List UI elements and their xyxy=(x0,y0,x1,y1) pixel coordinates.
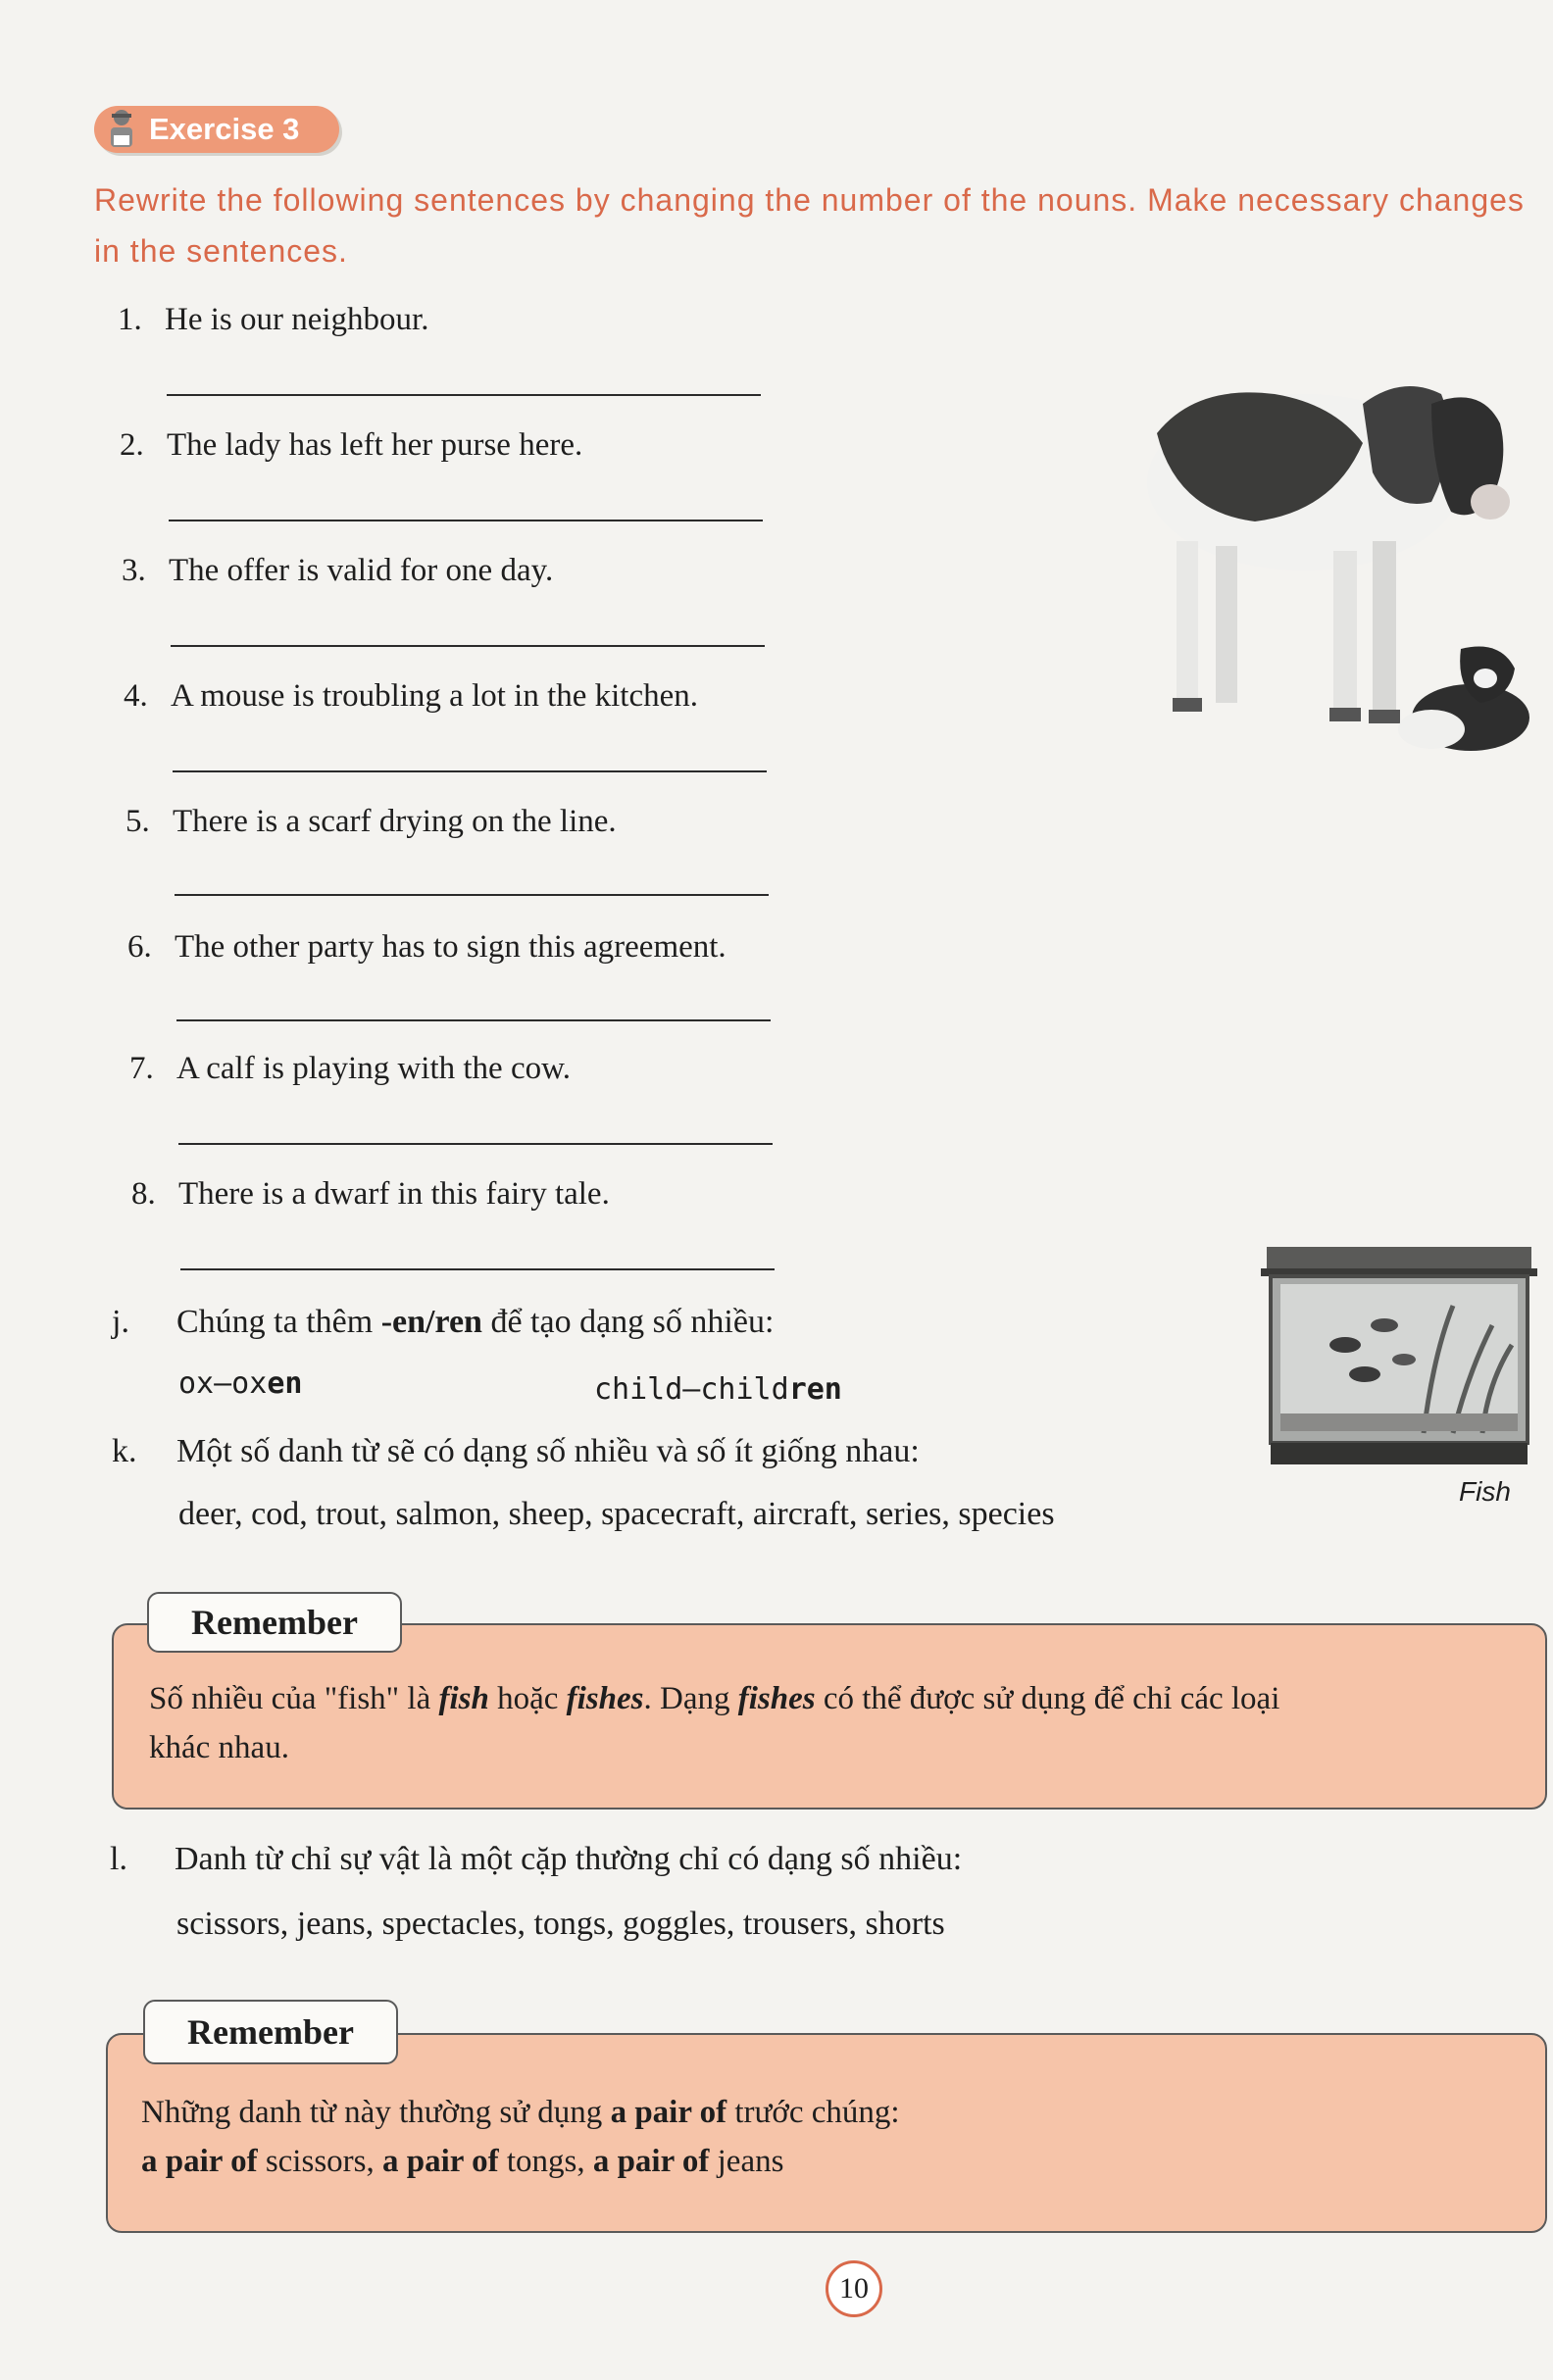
question: 8. There is a dwarf in this fairy tale. xyxy=(131,1176,610,1212)
example-ox: ox–oxen xyxy=(178,1366,303,1401)
cow-and-calf-illustration xyxy=(1137,365,1529,776)
answer-line[interactable] xyxy=(176,1019,771,1021)
student-icon xyxy=(102,108,141,151)
section-l-examples: scissors, jeans, spectacles, tongs, goggles, trousers, shorts xyxy=(176,1906,945,1942)
instruction-text: Rewrite the following sentences by changing the number of the nouns. Make necessary changes in the sentences. xyxy=(94,182,1525,269)
answer-line[interactable] xyxy=(171,645,765,647)
answer-line[interactable] xyxy=(173,770,767,772)
question: 3. The offer is valid for one day. xyxy=(122,553,554,588)
section-j-text: Chúng ta thêm -en/ren để tạo dạng số nhiều: xyxy=(176,1304,775,1340)
question: 4. A mouse is troubling a lot in the kitchen. xyxy=(124,678,699,714)
answer-line[interactable] xyxy=(169,520,763,521)
answer-line[interactable] xyxy=(180,1268,775,1270)
remember-text: Số nhiều của "fish" là fish hoặc fishes. Dạng fishes có thể được sử dụng để chỉ các loại khác nhau. xyxy=(149,1681,1280,1765)
answer-line[interactable] xyxy=(175,894,769,896)
section-letter: k. xyxy=(112,1433,137,1469)
remember-title: Remember xyxy=(143,2000,398,2064)
question: 1. He is our neighbour. xyxy=(118,302,429,337)
question: 5. There is a scarf drying on the line. xyxy=(125,804,617,839)
question: 6. The other party has to sign this agreement. xyxy=(127,929,726,965)
question: 2. The lady has left her purse here. xyxy=(120,427,583,463)
fish-caption: Fish xyxy=(1459,1476,1511,1507)
section-letter: j. xyxy=(112,1304,129,1340)
section-l-text: Danh từ chỉ sự vật là một cặp thường chỉ có dạng số nhiều: xyxy=(175,1841,963,1877)
question: 7. A calf is playing with the cow. xyxy=(129,1051,572,1086)
exercise-badge xyxy=(94,106,339,153)
section-k-examples: deer, cod, trout, salmon, sheep, spacecraft, aircraft, series, species xyxy=(178,1496,1055,1532)
example-child: child–children xyxy=(594,1372,842,1407)
section-k xyxy=(112,1433,1092,1476)
remember-title: Remember xyxy=(147,1592,402,1653)
answer-line[interactable] xyxy=(167,394,761,396)
section-letter: l. xyxy=(110,1841,127,1877)
section-k-text: Một số danh từ sẽ có dạng số nhiều và số ít giống nhau: xyxy=(176,1433,920,1469)
exercise-label: Exercise 3 xyxy=(149,112,300,146)
section-j xyxy=(112,1304,896,1347)
remember-text: Những danh từ này thường sử dụng a pair of trước chúng: a pair of scissors, a pair of tongs, a pair of jeans xyxy=(141,2095,900,2179)
section-l xyxy=(110,1841,1188,1884)
fish-tank-illustration xyxy=(1257,1237,1541,1472)
page-number: 10 xyxy=(826,2260,882,2317)
answer-line[interactable] xyxy=(178,1143,773,1145)
